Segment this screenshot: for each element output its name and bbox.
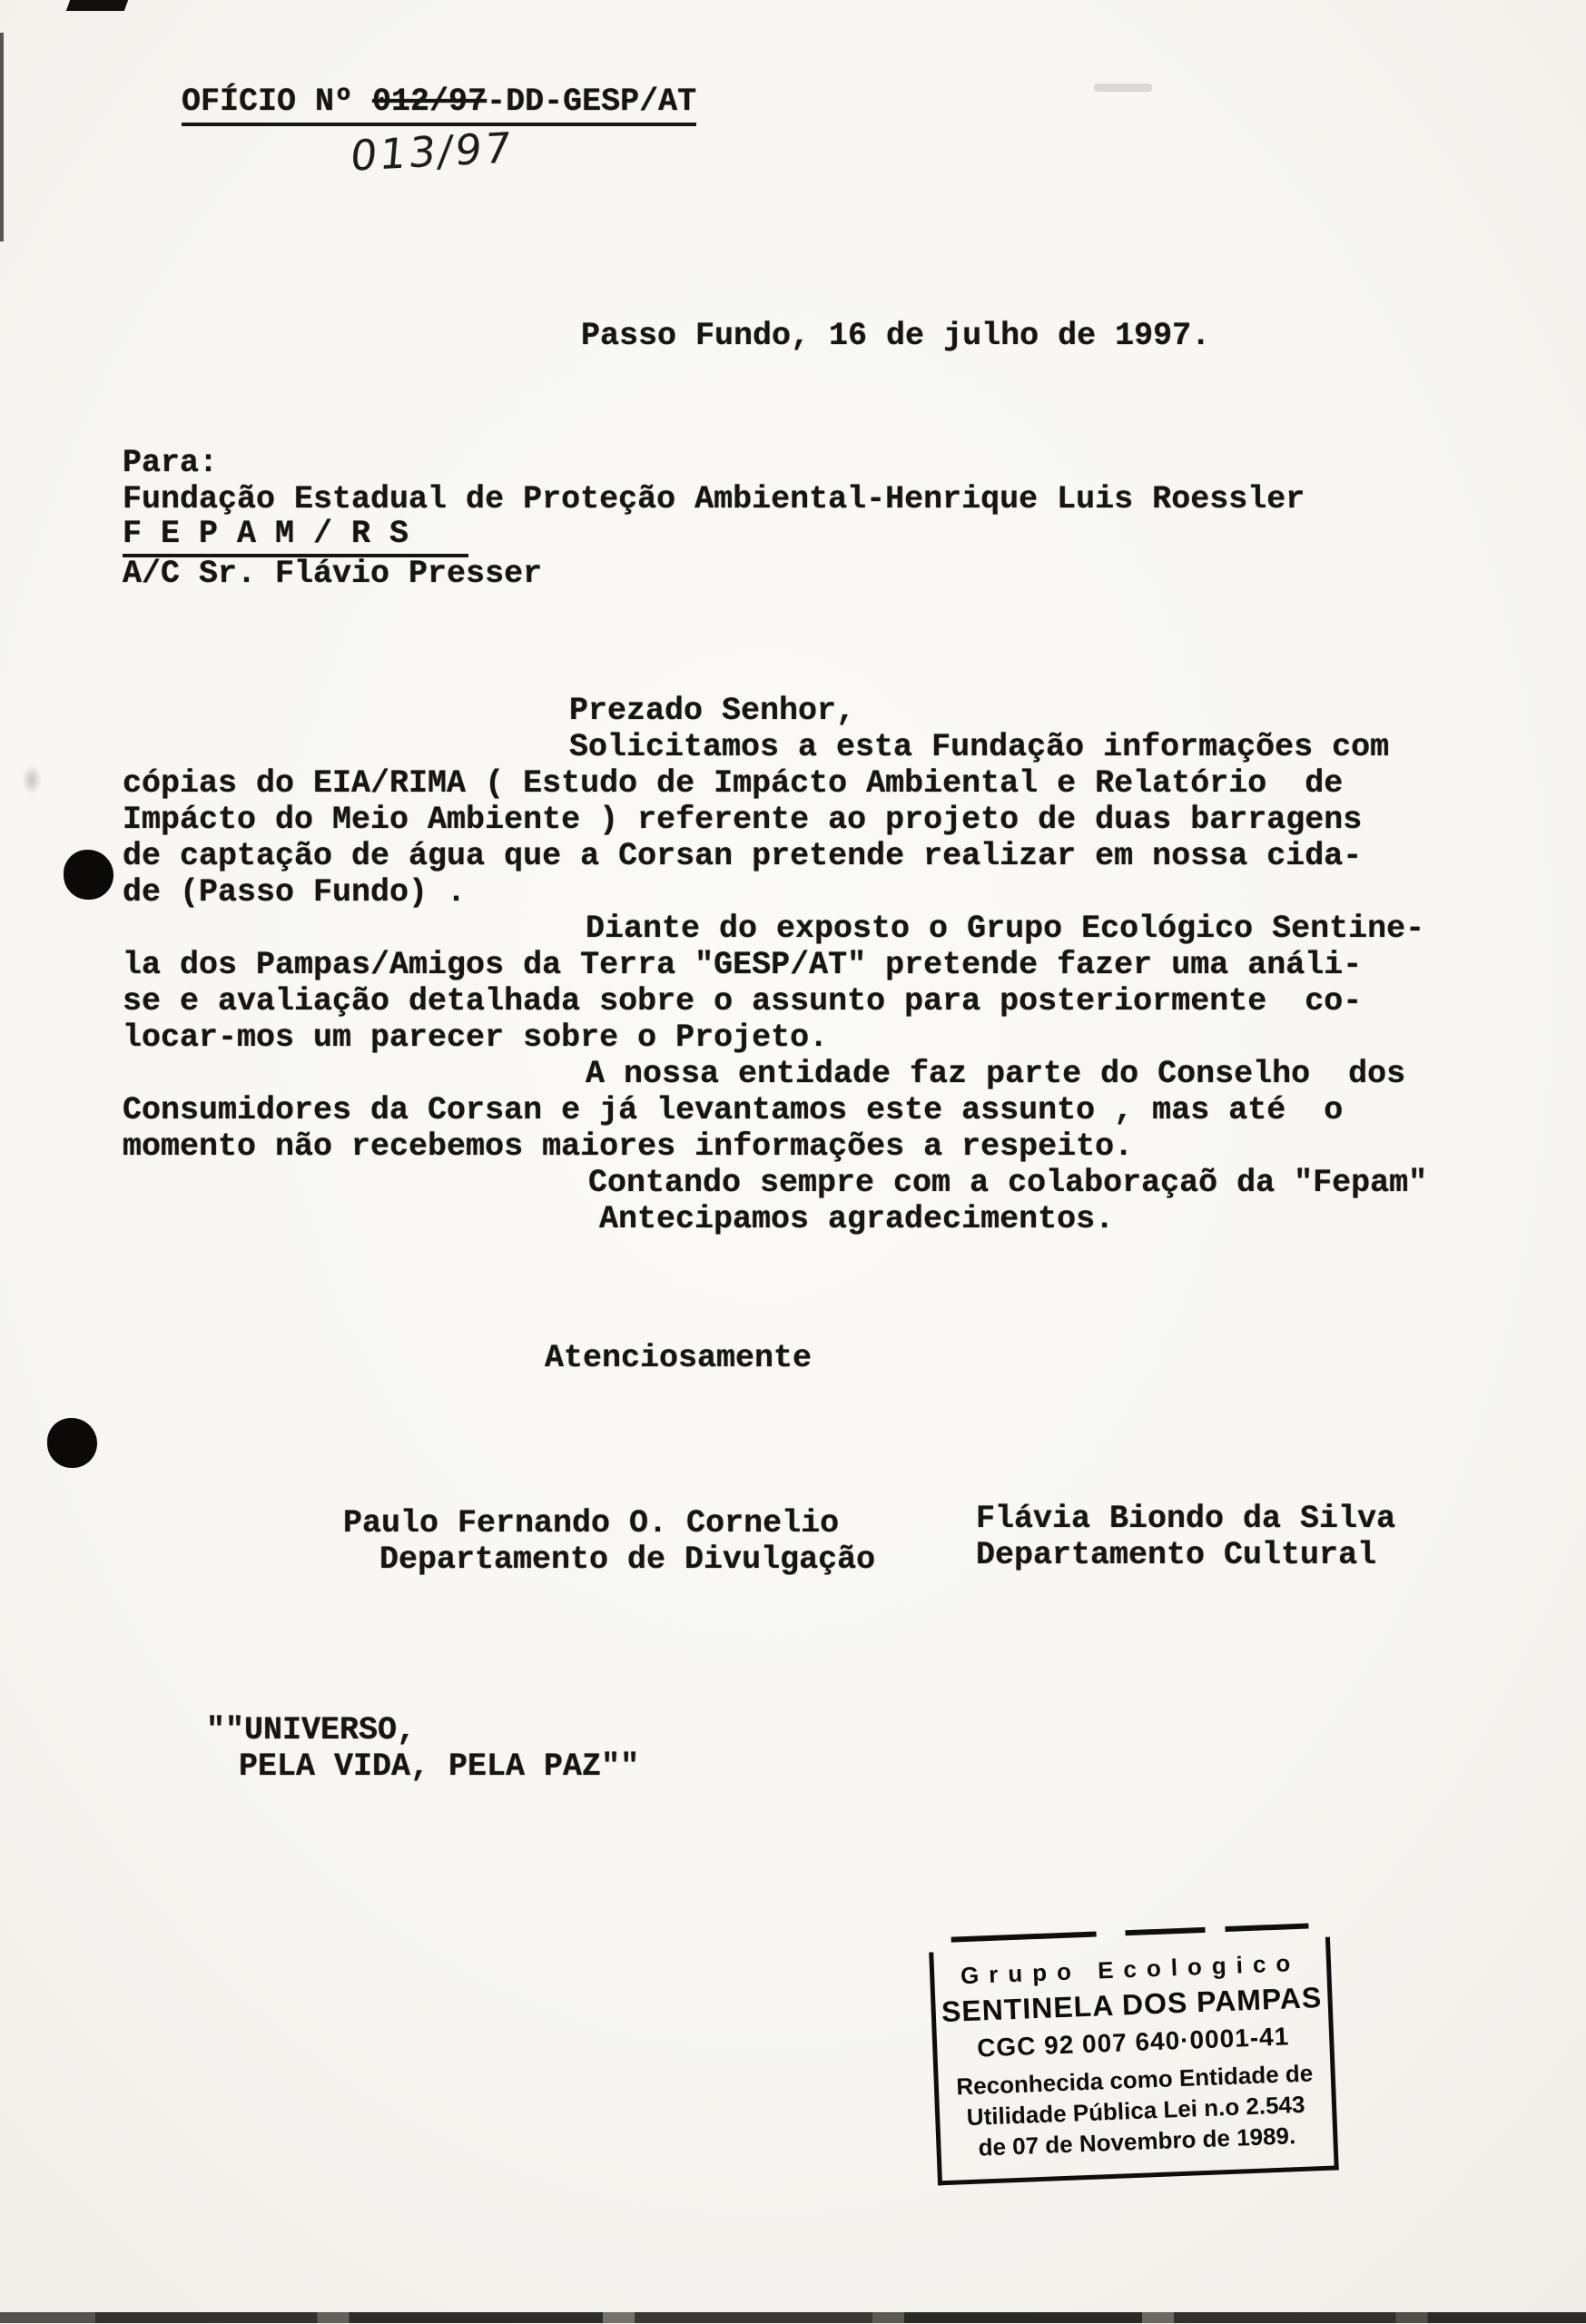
oficio-number-prefix: OFÍCIO Nº [182, 84, 373, 120]
body-line: Prezado Senhor, [569, 693, 856, 729]
oficio-number-struck: 012/97 [372, 84, 488, 120]
stamp-recognition-line: de 07 de Novembro de 1989. [978, 2122, 1296, 2162]
body-line: Solicitamos a esta Fundação informações com [569, 729, 1390, 765]
signature-name: Flávia Biondo da Silva [976, 1501, 1396, 1537]
stamp-border-dash [1125, 1927, 1205, 1935]
recipient-label: Para: [123, 445, 219, 481]
stamp-recognition-line: Reconhecida como Entidade de [955, 2059, 1314, 2101]
scan-smudge [22, 764, 42, 795]
body-line: Consumidores da Corsan e já levantamos este assunto , mas até o [123, 1092, 1344, 1128]
body-line: locar-mos um parecer sobre o Projeto. [123, 1019, 829, 1056]
oficio-header [182, 84, 696, 126]
body-line: de captação de água que a Corsan pretende realizar em nossa cida- [123, 838, 1363, 874]
signature-department: Departamento de Divulgação [379, 1541, 876, 1578]
motto-line-2: PELA VIDA, PELA PAZ"" [239, 1748, 640, 1785]
body-line: cópias do EIA/RIMA ( Estudo de Impácto Ambiental e Relatório de [123, 765, 1344, 802]
stamp-border-dash [951, 1931, 1097, 1942]
handwritten-number: 013/97 [348, 123, 517, 181]
scan-edge-mark [66, 0, 128, 11]
scan-bottom-band [0, 2312, 1586, 2323]
oficio-number-suffix: -DD-GESP/AT [487, 84, 697, 120]
scan-smudge [1094, 84, 1152, 92]
body-line: A nossa entidade faz parte do Conselho dos [586, 1056, 1406, 1092]
body-line: de (Passo Fundo) . [123, 874, 467, 911]
stamp-org-name: SENTINELA DOS PAMPAS [941, 1981, 1323, 2029]
stamp-recognition-line: Utilidade Pública Lei n.o 2.543 [966, 2090, 1305, 2132]
signature-department: Departamento Cultural [976, 1537, 1377, 1573]
closing-line: Atenciosamente [545, 1340, 813, 1376]
recipient-organization: Fundação Estadual de Proteção Ambiental-Henrique Luis Roessler [123, 481, 1305, 517]
signature-name: Paulo Fernando O. Cornelio [343, 1505, 840, 1541]
body-line: Impácto do Meio Ambiente ) referente ao projeto de duas barragens [123, 802, 1363, 838]
body-line: Antecipamos agradecimentos. [599, 1201, 1115, 1237]
body-line: Contando sempre com a colaboraçaõ da "Fepam" [588, 1165, 1428, 1201]
recipient-acronym: F E P A M / R S [123, 516, 468, 557]
stamp-cgc-number: CGC 92 007 640·0001-41 [976, 2022, 1290, 2063]
org-stamp [929, 1937, 1339, 2186]
recipient-attention: A/C Sr. Flávio Presser [123, 556, 543, 592]
body-line: se e avaliação detalhada sobre o assunto para posteriormente co- [123, 983, 1363, 1019]
stamp-group-type: Grupo Ecologico [960, 1948, 1301, 1990]
body-line: la dos Pampas/Amigos da Terra "GESP/AT" pretende fazer uma análi- [123, 947, 1363, 983]
hole-punch-dot [47, 1418, 97, 1468]
body-line: Diante do exposto o Grupo Ecológico Sentine- [586, 911, 1425, 947]
scan-left-line [0, 33, 4, 241]
stamp-border-dash [1225, 1924, 1308, 1933]
date-line: Passo Fundo, 16 de julho de 1997. [581, 318, 1211, 354]
motto-line-1: ""UNIVERSO, [206, 1712, 417, 1748]
hole-punch-dot [64, 850, 113, 900]
body-line: momento não recebemos maiores informações a respeito. [123, 1128, 1134, 1165]
